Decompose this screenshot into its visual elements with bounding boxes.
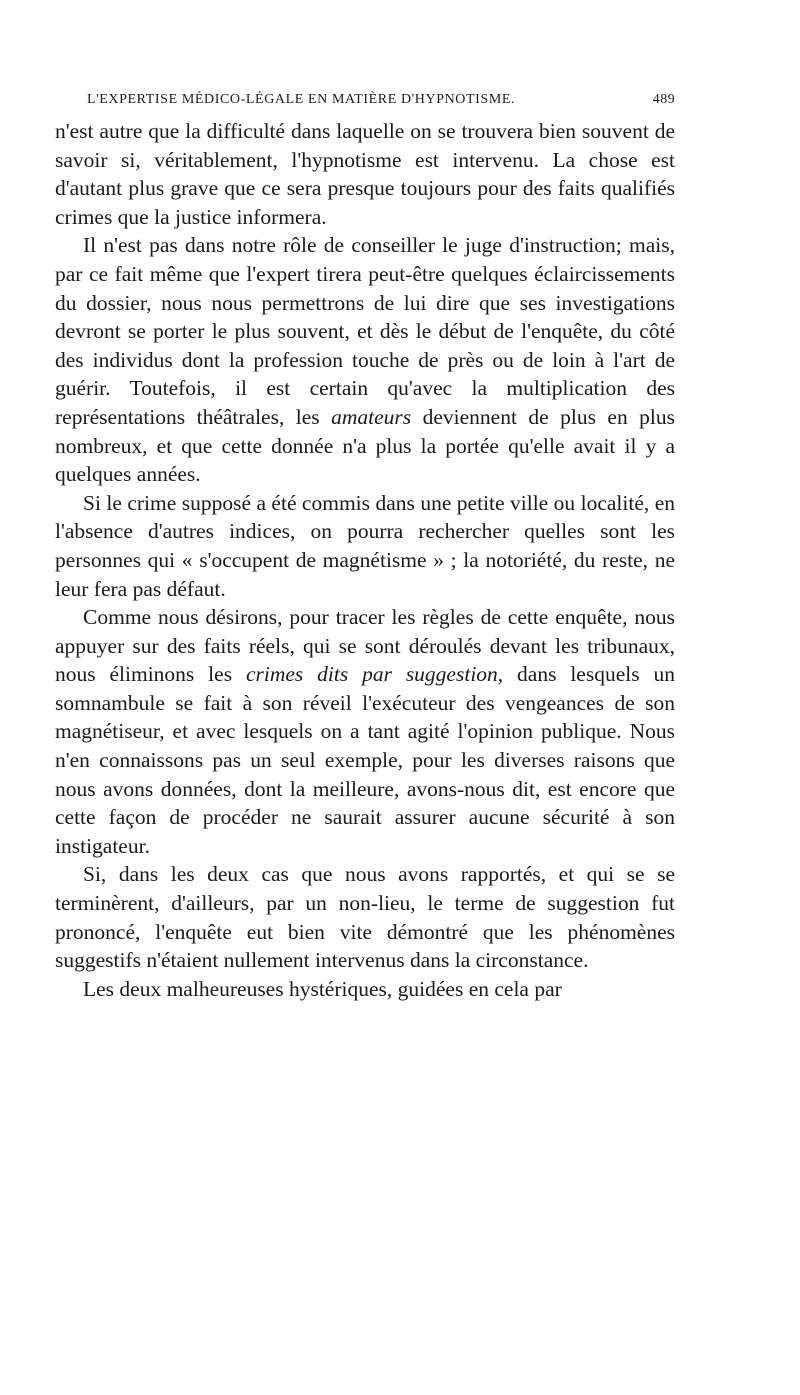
text-segment: n'est autre que la difficulté dans laquelle on se trouvera bien souvent de savoir si, véritablement, l'hypnotisme est intervenu. La chose est d'autant plus grave que ce sera presque toujours pour des faits qualifiés crimes que la justice informera. bbox=[55, 119, 675, 229]
text-segment: Les deux malheureuses hystériques, guidées en cela par bbox=[83, 976, 562, 1001]
text-segment: Comme nous désirons, pour tracer les règles de cette enquête, nous appuyer sur des faits réels, qui se sont déroulés devant les tribunaux, nous éliminons les bbox=[55, 605, 675, 687]
text-segment: Si le crime supposé a été commis dans une petite ville ou localité, en l'absence d'autres indices, on pourra rechercher quelles sont les personnes qui « s'occupent de magnétisme » ; la notoriété, du reste, ne leur fera pas défaut. bbox=[55, 490, 675, 601]
paragraph bbox=[55, 603, 675, 860]
text-segment: deviennent de plus en plus nombreux, et que cette donnée n'a plus la portée qu'elle avait il y a quelques années. bbox=[55, 404, 675, 487]
page-number: 489 bbox=[652, 92, 675, 107]
italic-segment: crimes dits par suggestion, bbox=[245, 662, 504, 687]
paragraph bbox=[55, 489, 675, 603]
paragraph bbox=[55, 117, 675, 231]
italic-segment: amateurs bbox=[331, 404, 412, 429]
paragraph bbox=[55, 860, 675, 974]
running-head-title: L'EXPERTISE MÉDICO-LÉGALE EN MATIÈRE D'HYPNOTISME. bbox=[87, 92, 516, 107]
paragraph bbox=[55, 231, 675, 488]
text-segment: dans lesquels un somnambule se fait à son réveil l'exécuteur des vengeances de son magnétiseur, et avec lesquels on a tant agité l'opinion publique. Nous n'en connaissons pas un seul exemple, pour les diverses raisons que nous avons données, dont la meilleure, avons-nous dit, est encore que cette façon de procéder ne saurait assurer aucune sécurité à son instigateur. bbox=[55, 662, 675, 858]
body-text bbox=[55, 117, 675, 1003]
text-segment: Si, dans les deux cas que nous avons rapportés, et qui se se terminèrent, d'ailleurs, par un non-lieu, le terme de suggestion fut prononcé, l'enquête eut bien vite démontré que les phénomènes suggestifs n'étaient nullement intervenus dans la circonstance. bbox=[55, 862, 675, 973]
text-segment: Il n'est pas dans notre rôle de conseiller le juge d'instruction; mais, par ce fait même que l'expert tirera peut-être quelques éclaircissements du dossier, nous nous permettrons de lui dire que ses investigations devront se porter le plus souvent, et dès le début de l'enquête, du côté des individus dont la profession touche de près ou de loin à l'art de guérir. Toutefois, il est certain qu'avec la multiplication des représentations théâtrales, les bbox=[55, 233, 675, 429]
running-head bbox=[87, 92, 675, 108]
paragraph bbox=[55, 975, 675, 1004]
